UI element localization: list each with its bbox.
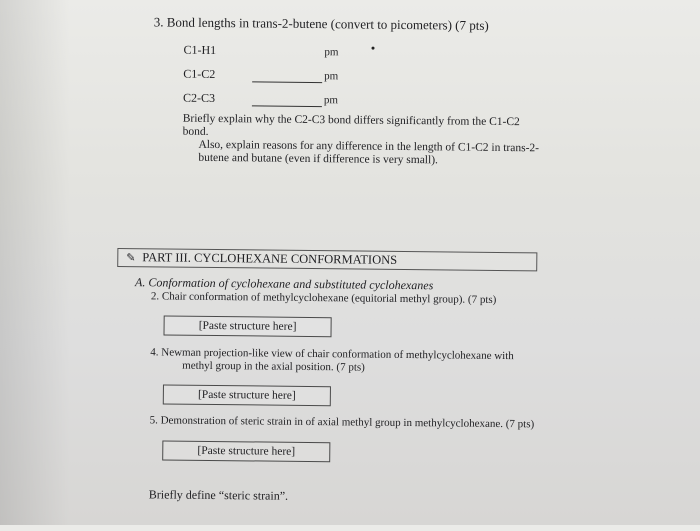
row-c1-c2-unit: pm	[324, 70, 339, 83]
row-c2-c3-unit: pm	[323, 94, 339, 107]
paste-box-q4[interactable]: [Paste structure here]	[163, 384, 331, 406]
row-c1-c2-label: C1-C2	[183, 66, 216, 82]
q2-prompt: 2. Chair conformation of methylcyclohexane (equitorial methyl group). (7 pts)	[150, 290, 497, 306]
define-prompt: Briefly define “steric strain”.	[148, 487, 289, 503]
stray-mark	[371, 47, 374, 50]
explain-line-3: butene and butane (even if difference is very small).	[198, 151, 438, 167]
q5-prompt: 5. Demonstration of steric strain in of axial methyl group in methylcyclohexane. (7 pts)	[149, 414, 535, 431]
row-c1-h1-label: C1-H1	[183, 42, 217, 58]
explain-paragraph	[182, 113, 543, 169]
q3-heading: 3. Bond lengths in trans-2-butene (convert to picometers) (7 pts)	[153, 14, 489, 33]
explain-line-1: Briefly explain why the C2-C3 bond differs significantly from the C1-C2 bond.	[182, 112, 520, 138]
c1-c2-blank[interactable]	[252, 81, 322, 83]
explain-line-2: Also, explain reasons for any difference in the length of C1-C2 in trans-2-	[198, 138, 540, 155]
q4-prompt-line1: 4. Newman projection-like view of chair conformation of methylcyclohexane with	[150, 346, 514, 363]
q4-prompt-line2: methyl group in the axial position. (7 pts)	[182, 359, 365, 374]
row-c1-h1-unit: pm	[324, 46, 339, 59]
c2-c3-blank[interactable]	[252, 105, 322, 107]
paste-box-q2[interactable]: [Paste structure here]	[163, 315, 331, 337]
row-c2-c3-label: C2-C3	[182, 90, 216, 105]
document-page	[115, 0, 700, 531]
pencil-icon: ✎	[126, 252, 136, 265]
part3-header-box	[117, 248, 537, 271]
part3-title: PART III. CYCLOHEXANE CONFORMATIONS	[142, 250, 398, 267]
paste-box-q5[interactable]: [Paste structure here]	[162, 440, 330, 462]
page-shadow	[0, 0, 70, 525]
section-a-heading: A. Conformation of cyclohexane and substituted cyclohexanes	[134, 275, 434, 293]
